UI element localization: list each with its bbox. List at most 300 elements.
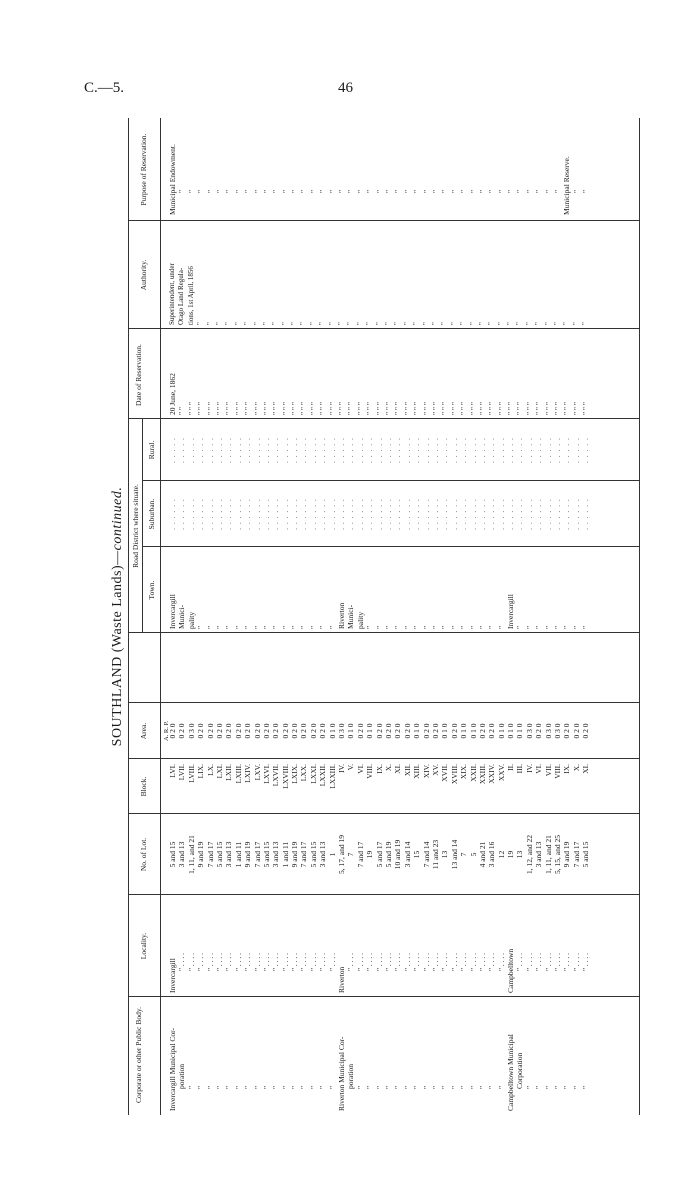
purpose-cell: "	[393, 189, 403, 193]
date-cell: " " "	[562, 402, 572, 415]
authority-cell: "	[337, 322, 346, 325]
purpose-cell: "	[487, 189, 497, 193]
purpose-cell: "	[346, 189, 356, 193]
block-cell: LXX.	[299, 764, 309, 782]
lot-cell: 7 and 14	[421, 841, 431, 868]
ditto-mark: "	[449, 1085, 459, 1089]
column-public-body	[168, 999, 591, 1111]
ditto-mark: "	[196, 1085, 206, 1089]
date-cell: " " "	[449, 402, 459, 415]
date-cell: " " "	[534, 402, 544, 415]
ditto-mark: "	[224, 1085, 234, 1089]
block-cell: LVI.	[168, 764, 177, 778]
rural-cell: . . . . .	[515, 437, 525, 463]
locality-cell: " . . . .	[261, 952, 271, 971]
header-rural: Rural.	[147, 440, 156, 460]
locality-cell: " . . . .	[308, 952, 318, 971]
locality-cell: " . . . .	[318, 952, 328, 971]
block-cell: XVIII.	[449, 764, 459, 785]
rural-cell: . . . . .	[233, 437, 243, 463]
date-cell: " " "	[214, 402, 224, 415]
date-cell: " " "	[468, 402, 478, 415]
date-cell: " " "	[402, 402, 412, 415]
block-cell: VI.	[534, 764, 544, 774]
area-cell: 0 2 0	[421, 723, 431, 739]
suburban-cell: . . . . . .	[374, 498, 384, 530]
date-cell: " " "	[318, 402, 328, 415]
town-cell: pality	[186, 611, 196, 629]
suburban-cell: . . . . . .	[337, 498, 347, 530]
lot-cell: 1 and 11	[233, 841, 243, 868]
suburban-cell: . . . . . .	[355, 498, 365, 530]
authority-cell: "	[571, 322, 580, 325]
rural-cell: . . . . .	[468, 437, 478, 463]
area-cell: 0 1 0	[459, 723, 469, 739]
area-cell: 0 1 0	[440, 723, 450, 739]
locality-cell: " . . . .	[299, 952, 309, 971]
header-town: Town.	[147, 580, 156, 600]
column-purpose	[168, 118, 591, 215]
town-cell: "	[383, 625, 393, 629]
page-number: 46	[338, 80, 353, 96]
locality-cell: " . . . .	[383, 952, 393, 971]
authority-cell: "	[290, 322, 299, 325]
date-cell: " " "	[280, 402, 290, 415]
date-cell: " " "	[571, 402, 581, 415]
suburban-cell: . . . . . .	[430, 498, 440, 530]
ditto-mark: "	[496, 1085, 506, 1089]
authority-cell: "	[261, 322, 270, 325]
area-cell: 0 2 0	[581, 723, 591, 739]
town-cell: "	[477, 625, 487, 629]
town-cell: "	[553, 625, 563, 629]
area-cell: 0 2 0	[487, 723, 497, 739]
rural-cell: . . . . .	[562, 437, 572, 463]
locality-cell: " . . . .	[252, 952, 262, 971]
lot-cell: 13 and 14	[449, 839, 459, 870]
town-cell: "	[524, 625, 534, 629]
rural-cell: . . . . .	[196, 437, 206, 463]
block-cell: XI.	[393, 764, 403, 774]
ditto-mark: "	[553, 1085, 563, 1089]
rural-cell: . . . . .	[186, 437, 196, 463]
rural-cell: . . . . .	[440, 437, 450, 463]
block-cell: LVIII.	[186, 764, 196, 783]
purpose-cell: "	[440, 189, 450, 193]
lot-cell: 9 and 19	[196, 841, 206, 868]
locality-cell: Invercargill	[168, 958, 177, 993]
suburban-cell: . . . . . .	[205, 498, 215, 530]
area-cell: 0 2 0	[224, 723, 234, 739]
locality-cell: " . . . .	[524, 952, 534, 971]
suburban-cell: . . . . . .	[487, 498, 497, 530]
town-cell: "	[581, 625, 591, 629]
town-cell: Munici-	[177, 604, 187, 629]
purpose-cell: "	[430, 189, 440, 193]
ditto-mark: "	[571, 1085, 581, 1089]
area-cell: 0 2 0	[383, 723, 393, 739]
block-cell: LXVI.	[261, 764, 271, 784]
rural-cell: . . . . .	[553, 437, 563, 463]
town-cell: "	[562, 625, 572, 629]
lot-cell: 1, 12, and 22	[524, 835, 534, 874]
purpose-cell: "	[261, 189, 271, 193]
ditto-mark: "	[299, 1085, 309, 1089]
lot-cell: 9 and 19	[562, 841, 572, 868]
lot-cell: 3 and 13	[177, 841, 187, 868]
authority-cell: "	[393, 322, 402, 325]
authority-cell: Otago Land Regula-	[177, 267, 186, 325]
column-locality	[168, 897, 591, 993]
column-date	[168, 335, 591, 415]
authority-cell: "	[515, 322, 524, 325]
area-cell: 0 2 0	[168, 723, 177, 739]
block-cell: XI.	[581, 764, 591, 774]
column-area	[168, 703, 591, 759]
suburban-cell: . . . . . .	[233, 498, 243, 530]
authority-cell: "	[581, 322, 590, 325]
authority-cell: tions, 1st April, 1856	[186, 266, 195, 325]
locality-cell: " . . . .	[243, 952, 253, 971]
date-cell: " " "	[299, 402, 309, 415]
date-cell: " " "	[477, 402, 487, 415]
town-cell: "	[196, 625, 206, 629]
ditto-mark: "	[459, 1085, 469, 1089]
date-cell: " " "	[224, 402, 234, 415]
suburban-cell: . . . . . .	[421, 498, 431, 530]
ditto-mark: "	[430, 1085, 440, 1089]
town-cell: pality	[355, 611, 365, 629]
town-cell: "	[365, 625, 375, 629]
suburban-cell: . . . . . .	[346, 498, 356, 530]
purpose-cell: "	[543, 189, 553, 193]
suburban-cell: . . . . . .	[243, 498, 253, 530]
lot-cell: 11 and 23	[430, 839, 440, 870]
lot-cell: 15	[412, 850, 422, 859]
block-cell: IX.	[374, 764, 384, 774]
authority-cell: "	[374, 322, 383, 325]
locality-cell: " . . . .	[271, 952, 281, 971]
authority-cell: "	[543, 322, 552, 325]
locality-cell: " . . . .	[553, 952, 563, 971]
lot-cell: 3 and 13	[318, 841, 328, 868]
purpose-cell: "	[412, 189, 422, 193]
block-cell: LXIII.	[233, 764, 243, 784]
locality-cell: " . . . .	[196, 952, 206, 971]
locality-cell: " . . . .	[214, 952, 224, 971]
rural-cell: . . . . .	[337, 437, 347, 463]
town-cell: "	[261, 625, 271, 629]
date-cell: " " "	[308, 402, 318, 415]
town-cell: Invercargill	[168, 594, 177, 629]
town-cell: "	[440, 625, 450, 629]
rotated-table-region	[110, 118, 640, 1115]
area-cell: 0 2 0	[534, 723, 544, 739]
authority-cell: "	[365, 322, 374, 325]
locality-cell: " . . . .	[477, 952, 487, 971]
town-cell: "	[449, 625, 459, 629]
suburban-cell: . . . . . .	[280, 498, 290, 530]
block-cell: XIV.	[421, 764, 431, 779]
column-authority	[168, 225, 591, 325]
authority-cell: "	[233, 322, 242, 325]
rural-cell: . . . . .	[430, 437, 440, 463]
area-cell: 0 2 0	[280, 723, 290, 739]
ditto-mark: "	[581, 1085, 591, 1089]
area-cell: 0 1 0	[468, 723, 478, 739]
date-cell: " " "	[196, 402, 206, 415]
area-cell: 0 1 0	[412, 723, 422, 739]
suburban-cell: . . . . . .	[365, 498, 375, 530]
rural-cell: . . . . .	[402, 437, 412, 463]
suburban-cell: . . . . . .	[224, 498, 234, 530]
column-rural	[168, 419, 591, 481]
lot-cell: 7 and 17	[205, 841, 215, 868]
area-cell: 0 2 0	[308, 723, 318, 739]
lot-cell: 5, 17, and 19	[337, 835, 347, 874]
suburban-cell: . . . . . .	[524, 498, 534, 530]
rural-cell: . . . . .	[524, 437, 534, 463]
date-cell: " " "	[355, 402, 365, 415]
authority-cell: "	[440, 322, 449, 325]
ditto-mark: "	[562, 1085, 572, 1089]
rural-cell: . . . . .	[280, 437, 290, 463]
date-cell: 20 June, 1862	[168, 373, 177, 415]
locality-cell: " . . . .	[186, 952, 196, 971]
purpose-cell: "	[233, 189, 243, 193]
town-cell: "	[205, 625, 215, 629]
purpose-cell: "	[374, 189, 384, 193]
rural-cell: . . . . .	[290, 437, 300, 463]
authority-cell: Superintendent, under	[168, 263, 176, 325]
purpose-cell: "	[524, 189, 534, 193]
date-cell: " " "	[233, 402, 243, 415]
ditto-mark: "	[233, 1085, 243, 1089]
authority-cell: "	[477, 322, 486, 325]
purpose-cell: "	[327, 189, 337, 193]
town-cell: "	[299, 625, 309, 629]
suburban-cell: . . . . . .	[271, 498, 281, 530]
area-cell: 0 3 0	[186, 723, 196, 739]
block-cell: LXXII.	[318, 764, 328, 787]
lot-cell: 5 and 15	[168, 841, 177, 868]
block-cell: LXV.	[252, 764, 262, 781]
date-cell: " " "	[261, 402, 271, 415]
authority-cell: "	[355, 322, 364, 325]
block-cell: III.	[515, 764, 525, 774]
public-body-name-cont: poration	[177, 1064, 187, 1089]
public-body-name: Invercargill Municipal Cor-	[168, 1027, 177, 1111]
rural-cell: . . . . .	[271, 437, 281, 463]
rural-cell: . . . . .	[459, 437, 469, 463]
purpose-cell: "	[571, 189, 581, 193]
authority-cell: "	[224, 322, 233, 325]
locality-cell: " . . . .	[355, 952, 365, 971]
authority-cell: "	[506, 322, 515, 325]
area-cell: 0 3 0	[337, 723, 347, 739]
block-cell: VIII.	[365, 764, 375, 779]
rural-cell: . . . . .	[534, 437, 544, 463]
suburban-cell: . . . . . .	[261, 498, 271, 530]
area-cell: 0 2 0	[449, 723, 459, 739]
rural-cell: . . . . .	[177, 437, 187, 463]
ditto-mark: "	[261, 1085, 271, 1089]
lot-cell: 1, 11, and 21	[186, 835, 196, 874]
town-cell: "	[327, 625, 337, 629]
area-cell: 0 1 0	[346, 723, 356, 739]
suburban-cell: . . . . . .	[571, 498, 581, 530]
town-cell: "	[214, 625, 224, 629]
rural-cell: . . . . .	[168, 437, 177, 463]
area-cell: 0 2 0	[196, 723, 206, 739]
ditto-mark: "	[421, 1085, 431, 1089]
locality-cell: " . . . .	[459, 952, 469, 971]
lot-cell: 1, 11, and 21	[543, 835, 553, 874]
locality-cell: " . . . .	[393, 952, 403, 971]
lot-cell: 7	[346, 852, 356, 857]
lot-cell: 5	[468, 852, 478, 857]
lot-cell: 13	[515, 850, 525, 859]
rural-cell: . . . . .	[496, 437, 506, 463]
town-cell: Invercargill	[506, 594, 516, 629]
rural-cell: . . . . .	[374, 437, 384, 463]
column-town	[168, 549, 591, 629]
town-cell: "	[468, 625, 478, 629]
authority-cell: "	[524, 322, 533, 325]
lot-cell: 19	[365, 850, 375, 859]
lot-cell: 5 and 15	[214, 841, 224, 868]
date-cell: " " "	[346, 402, 356, 415]
locality-cell: " . . . .	[402, 952, 412, 971]
area-cell: 0 2 0	[233, 723, 243, 739]
area-cell: 0 2 0	[252, 723, 262, 739]
town-cell: "	[459, 625, 469, 629]
suburban-cell: . . . . . .	[412, 498, 422, 530]
lot-cell: 3 and 13	[534, 841, 544, 868]
purpose-cell: "	[252, 189, 262, 193]
locality-cell: " . . . .	[496, 952, 506, 971]
authority-cell: "	[412, 322, 421, 325]
block-cell: XXIV.	[487, 764, 497, 784]
date-cell: " " "	[581, 402, 591, 415]
rural-cell: . . . . .	[252, 437, 262, 463]
date-cell: " " "	[186, 402, 196, 415]
rural-cell: . . . . .	[581, 437, 591, 463]
date-cell: " " "	[459, 402, 469, 415]
authority-cell: "	[214, 322, 223, 325]
lot-cell: 7 and 17	[571, 841, 581, 868]
locality-cell: " . . . .	[346, 952, 356, 971]
header-locality: Locality.	[139, 932, 148, 960]
ditto-mark: "	[468, 1085, 478, 1089]
area-cell: 0 2 0	[374, 723, 384, 739]
reservations-table	[128, 118, 640, 1115]
rural-cell: . . . . .	[308, 437, 318, 463]
authority-cell: "	[421, 322, 430, 325]
authority-cell: "	[243, 322, 252, 325]
area-cell: 0 1 0	[506, 723, 516, 739]
purpose-cell: "	[402, 189, 412, 193]
authority-cell: "	[383, 322, 392, 325]
block-cell: LXXIII.	[327, 764, 337, 789]
purpose-cell: "	[515, 189, 525, 193]
town-cell: "	[374, 625, 384, 629]
locality-cell: " . . . .	[233, 952, 243, 971]
authority-cell: "	[468, 322, 477, 325]
rural-cell: . . . . .	[421, 437, 431, 463]
lot-cell: 5 and 15	[581, 841, 591, 868]
block-cell: XII.	[402, 764, 412, 777]
locality-cell: " . . . .	[562, 952, 572, 971]
town-cell: Munici-	[346, 604, 356, 629]
area-cell: 0 1 0	[496, 723, 506, 739]
block-cell: LX.	[205, 764, 215, 776]
header-lot: No. of Lot.	[139, 837, 148, 872]
lot-cell: 3 and 13	[271, 841, 281, 868]
date-cell: " " "	[205, 402, 215, 415]
purpose-cell: "	[196, 189, 206, 193]
header-area: Area.	[139, 722, 148, 740]
suburban-cell: . . . . . .	[299, 498, 309, 530]
authority-cell: "	[459, 322, 468, 325]
ditto-mark: "	[374, 1085, 384, 1089]
suburban-cell: . . . . . .	[459, 498, 469, 530]
authority-cell: "	[299, 322, 308, 325]
authority-cell: "	[562, 322, 571, 325]
column-block	[168, 764, 591, 814]
authority-cell: "	[534, 322, 543, 325]
ditto-mark: "	[355, 1085, 365, 1089]
purpose-cell: "	[271, 189, 281, 193]
date-cell: " " "	[412, 402, 422, 415]
date-cell: " " "	[543, 402, 553, 415]
header-block: Block.	[139, 776, 148, 797]
ditto-mark: "	[271, 1085, 281, 1089]
date-cell: " " "	[337, 402, 347, 415]
ditto-mark: "	[186, 1085, 196, 1089]
header-suburban: Suburban.	[147, 498, 156, 530]
purpose-cell: "	[421, 189, 431, 193]
purpose-cell: "	[308, 189, 318, 193]
block-cell: LXVII.	[271, 764, 281, 787]
block-cell: II.	[506, 764, 516, 771]
suburban-cell: . . . . . .	[506, 498, 516, 530]
suburban-cell: . . . . . .	[477, 498, 487, 530]
column-suburban	[168, 481, 591, 547]
suburban-cell: . . . . . .	[214, 498, 224, 530]
area-cell: 0 2 0	[205, 723, 215, 739]
block-cell: LXIV.	[243, 764, 253, 783]
town-cell: "	[534, 625, 544, 629]
suburban-cell: . . . . . .	[196, 498, 206, 530]
lot-cell: 4 and 21	[477, 841, 487, 868]
authority-cell: "	[430, 322, 439, 325]
area-cell: 0 2 0	[430, 723, 440, 739]
town-cell: "	[412, 625, 422, 629]
area-cell: 0 2 0	[318, 723, 328, 739]
date-cell: " " "	[496, 402, 506, 415]
lot-cell: 7 and 17	[252, 841, 262, 868]
purpose-cell: "	[224, 189, 234, 193]
lot-cell: 3 and 13	[224, 841, 234, 868]
locality-cell: " . . . .	[430, 952, 440, 971]
town-cell: "	[233, 625, 243, 629]
purpose-cell: "	[459, 189, 469, 193]
title-main: SOUTHLAND (Waste Lands)—	[110, 550, 125, 747]
block-cell: VI.	[355, 764, 365, 774]
public-body-name: Campbelltown Municipal	[506, 1034, 516, 1111]
public-body-name-cont: poration	[346, 1064, 356, 1089]
